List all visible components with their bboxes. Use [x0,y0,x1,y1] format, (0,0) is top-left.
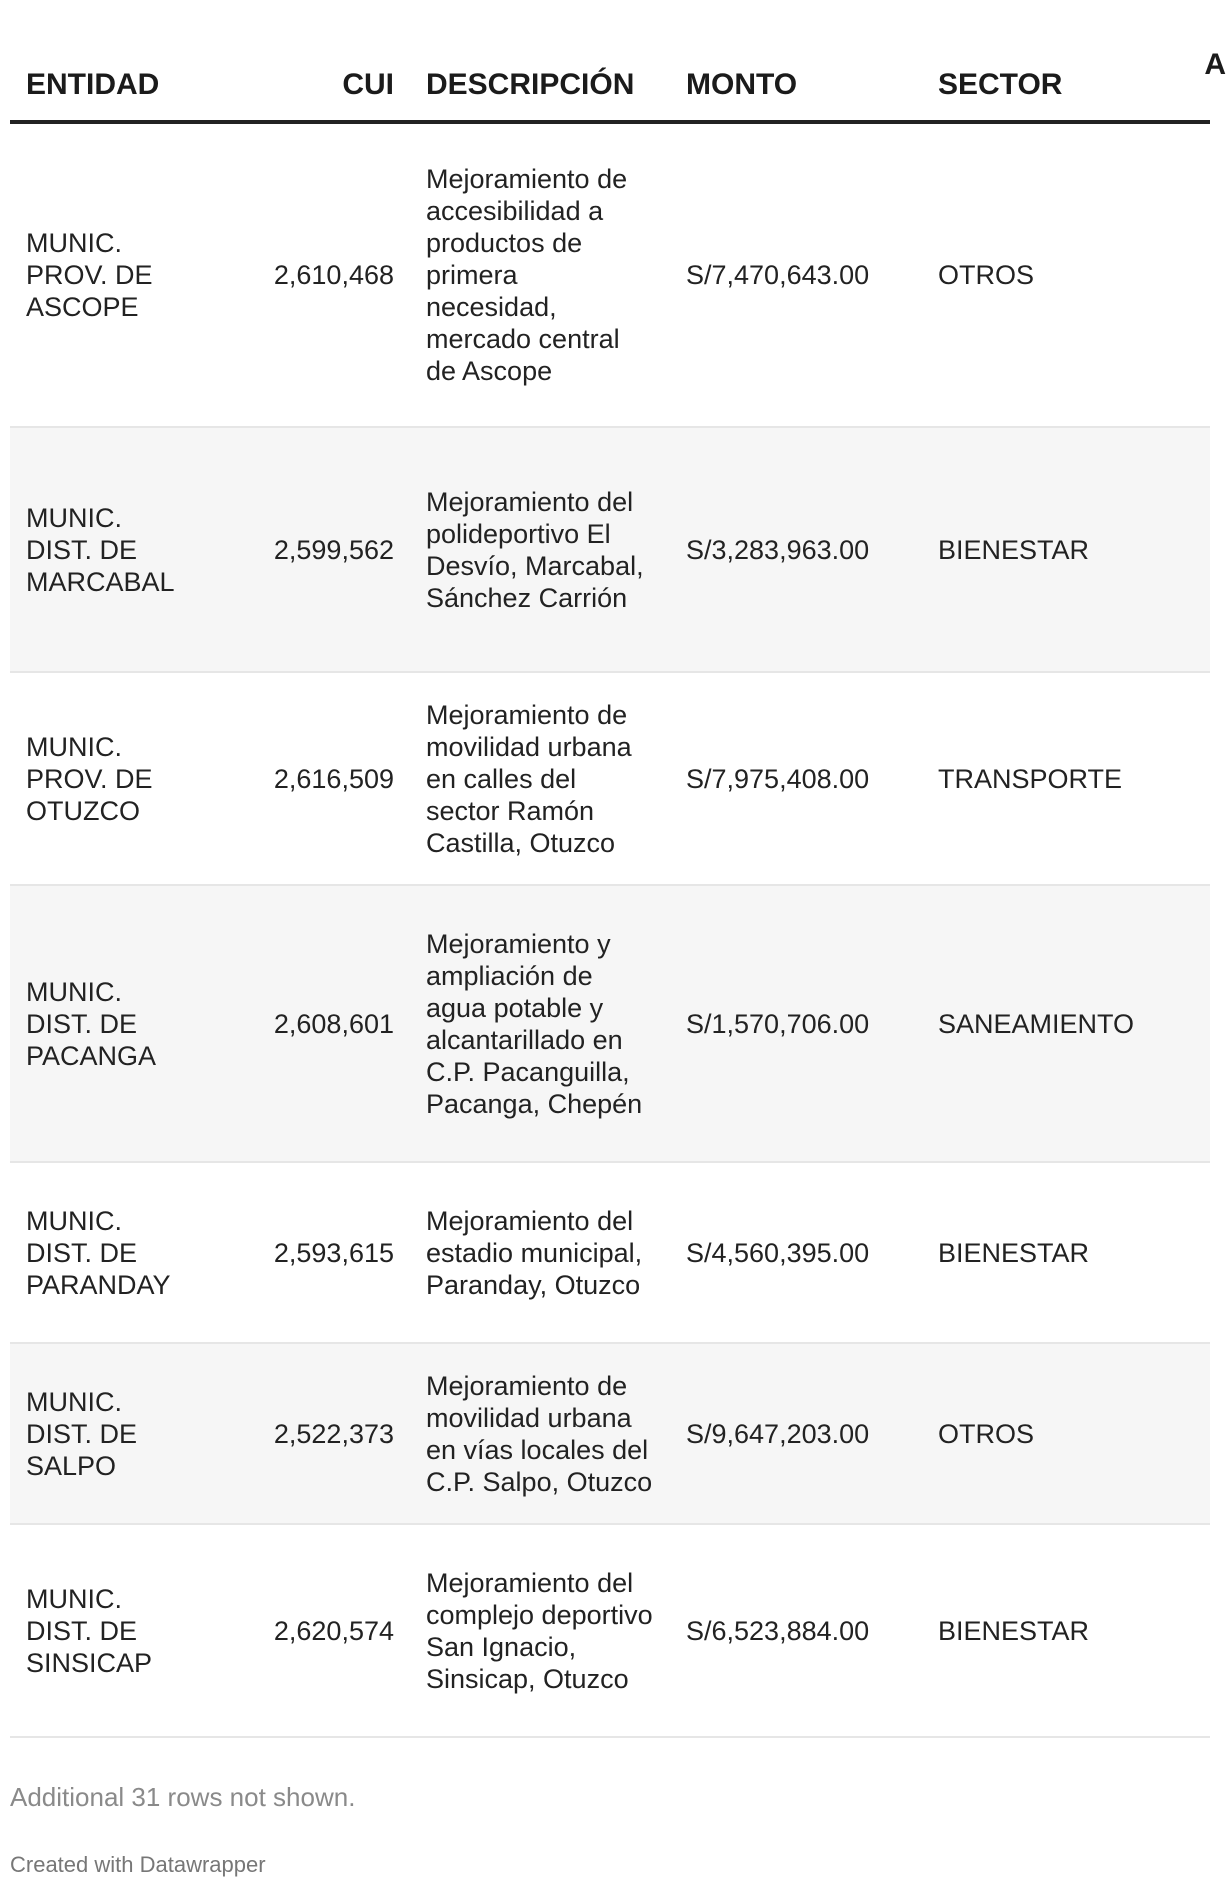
cell-entidad: MUNIC. PROV. DE ASCOPE [10,122,210,427]
table-row [10,1162,1210,1343]
column-header-sector[interactable] [922,0,1226,122]
cell-cui: 2,593,615 [210,1162,410,1343]
data-table-container [10,0,1226,1738]
cell-entidad: MUNIC. DIST. DE PACANGA [10,885,210,1162]
table-row [10,122,1210,427]
cell-monto: S/6,523,884.00 [670,1524,922,1737]
cell-cui: 2,522,373 [210,1343,410,1524]
cell-cui: 2,599,562 [210,427,410,672]
cell-descripcion: Mejoramiento del complejo deportivo San Ignacio, Sinsicap, Otuzco [410,1524,670,1737]
column-header-descripcion[interactable]: DESCRIPCIÓN [410,0,670,122]
table-header-row [10,0,1210,122]
cell-descripcion: Mejoramiento de movilidad urbana en calles del sector Ramón Castilla, Otuzco [410,672,670,885]
cell-entidad: MUNIC. DIST. DE MARCABAL [10,427,210,672]
projects-table [10,0,1226,1738]
cell-sector: TRANSPORTE [922,672,1210,885]
column-header-cui[interactable]: CUI [210,0,410,122]
cell-cui: 2,610,468 [210,122,410,427]
cell-monto: S/1,570,706.00 [670,885,922,1162]
table-row [10,885,1210,1162]
column-header-monto[interactable]: MONTO [670,0,922,122]
cell-descripcion: Mejoramiento y ampliación de agua potable y alcantarillado en C.P. Pacanguilla, Pacanga, Chepén [410,885,670,1162]
column-header-overflow[interactable]: A [1204,48,1226,81]
datawrapper-credit[interactable]: Created with Datawrapper [10,1852,266,1877]
cell-monto: S/7,470,643.00 [670,122,922,427]
cell-monto: S/4,560,395.00 [670,1162,922,1343]
cell-entidad: MUNIC. DIST. DE PARANDAY [10,1162,210,1343]
cell-descripcion: Mejoramiento de movilidad urbana en vías locales del C.P. Salpo, Otuzco [410,1343,670,1524]
table-row [10,1343,1210,1524]
cell-entidad: MUNIC. PROV. DE OTUZCO [10,672,210,885]
cell-monto: S/7,975,408.00 [670,672,922,885]
cell-cui: 2,620,574 [210,1524,410,1737]
table-row [10,672,1210,885]
cell-sector: BIENESTAR [922,1162,1210,1343]
cell-monto: S/9,647,203.00 [670,1343,922,1524]
cell-sector: BIENESTAR [922,427,1210,672]
cell-monto: S/3,283,963.00 [670,427,922,672]
column-header-sector-label: SECTOR [938,68,1063,101]
table-notes: Additional 31 rows not shown. [10,1782,356,1812]
column-header-entidad[interactable]: ENTIDAD [10,0,210,122]
cell-descripcion: Mejoramiento de accesibilidad a productos de primera necesidad, mercado central de Ascope [410,122,670,427]
cell-sector: OTROS [922,1343,1210,1524]
table-row [10,1524,1210,1737]
cell-cui: 2,616,509 [210,672,410,885]
cell-descripcion: Mejoramiento del estadio municipal, Paranday, Otuzco [410,1162,670,1343]
cell-sector: BIENESTAR [922,1524,1210,1737]
cell-cui: 2,608,601 [210,885,410,1162]
cell-sector: OTROS [922,122,1210,427]
cell-entidad: MUNIC. DIST. DE SALPO [10,1343,210,1524]
table-row [10,427,1210,672]
cell-descripcion: Mejoramiento del polideportivo El Desvío, Marcabal, Sánchez Carrión [410,427,670,672]
cell-sector: SANEAMIENTO [922,885,1210,1162]
cell-entidad: MUNIC. DIST. DE SINSICAP [10,1524,210,1737]
